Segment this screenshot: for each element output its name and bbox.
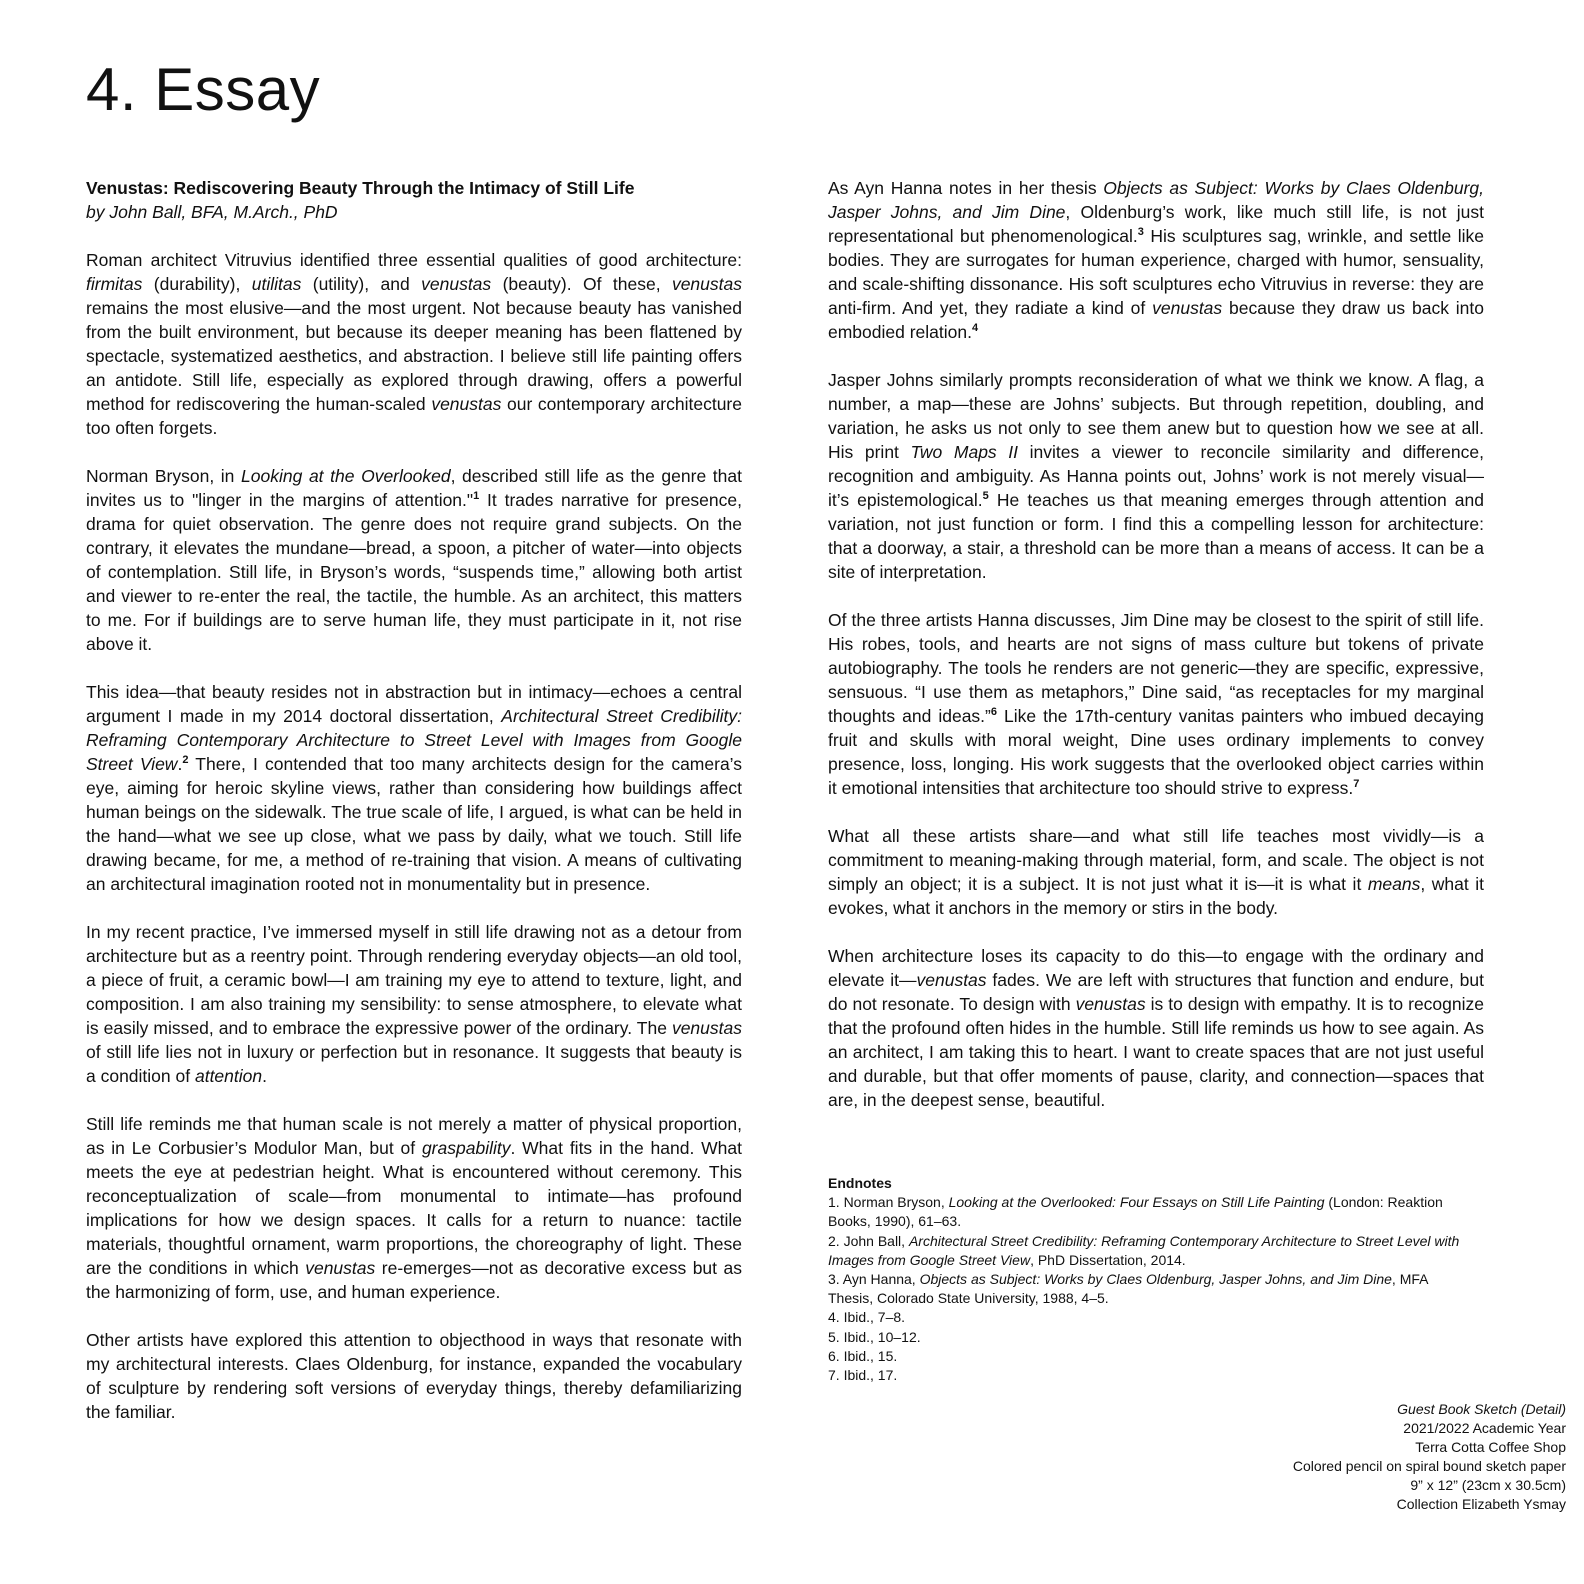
footnote-ref-2: 2	[182, 754, 189, 767]
endnotes-list	[828, 1193, 1468, 1385]
artwork-caption	[1293, 1400, 1566, 1514]
endnote-6: 6. Ibid., 15.	[828, 1347, 898, 1364]
essay-paragraph-6: Other artists have explored this attention to objecthood in ways that resonate with my architectural interests. Claes Oldenburg, for instance, expanded the vocabulary of sculpture by rendering soft versions of everyday things, thereby defamiliarizing the familiar.	[86, 1330, 742, 1422]
caption-year: 2021/2022 Academic Year	[1403, 1420, 1566, 1436]
endnotes	[828, 1174, 1468, 1385]
endnote-5: 5. Ibid., 10–12.	[828, 1328, 921, 1345]
footnote-ref-4: 4	[971, 322, 979, 335]
essay-right-column	[828, 176, 1484, 1136]
endnote-2: 2. John Ball, Architectural Street Credibility: Reframing Contemporary Architecture to Street Level with Images from Google Street View, PhD Dissertation, 2014.	[828, 1232, 1460, 1268]
caption-title: Guest Book Sketch (Detail)	[1397, 1401, 1566, 1417]
essay-paragraph-5: Still life reminds me that human scale is not merely a matter of physical proportion, as in Le Corbusier’s Modulor Man, but of graspability. What fits in the hand. What meets the eye at pedestrian height. What is encountered without ceremony. This reconceptualization of scale—from monumental to intimate—has profound implications for how we design spaces. It calls for a return to nuance: tactile materials, thoughtful ornament, warm proportions, the choreography of light. These are the conditions in which venustas re-emerges—not as decorative excess but as the harmonizing of form, use, and human experience.	[86, 1114, 743, 1302]
essay-paragraph-11: When architecture loses its capacity to do this—to engage with the ordinary and elevate it—venustas fades. We are left with structures that function and endure, but do not resonate. To design with venustas is to design with empathy. It is to recognize that the profound often hides in the humble. Still life reminds us how to see again. As an architect, I am taking this to heart. I want to create spaces that are not just useful and durable, but that offer moments of pause, clarity, and connection—spaces that are, in the deepest sense, beautiful.	[828, 946, 1484, 1110]
caption-size: 9” x 12” (23cm x 30.5cm)	[1410, 1477, 1566, 1493]
endnote-4: 4. Ibid., 7–8.	[828, 1309, 906, 1326]
essay-left-column	[86, 176, 742, 1448]
essay-paragraph-10: What all these artists share—and what still life teaches most vividly—is a commitment to meaning-making through material, form, and scale. The object is not simply an object; it is a subject. It is not just what it is—it is what it means, what it evokes, what it anchors in the memory or stirs in the body.	[828, 826, 1485, 918]
essay-paragraph-1: Roman architect Vitruvius identified three essential qualities of good architecture: firmitas (durability), utilitas (utility), and venustas (beauty). Of these, venustas remains the most elusive—and the most urgent. Not because beauty has vanished from the built environment, but because its deeper meaning has been flattened by spectacle, systematized aesthetics, and abstraction. I believe still life painting offers an antidote. Still life, especially as explored through drawing, offers a powerful method for rediscovering the human-scaled venustas our contemporary architecture too often forgets.	[86, 250, 742, 438]
essay-paragraph-8: Jasper Johns similarly prompts reconsideration of what we think we know. A flag, a number, a map—these are Johns’ subjects. But through repetition, doubling, and variation, he asks us not only to see them anew but to question how we see at all. His print Two Maps II invites a viewer to reconcile similarity and difference, recognition and ambiguity. As Hanna points out, Johns’ work is not merely visual—it’s epistemological.$^5$ He teaches us that meaning emerges through attention and variation, not just function or form. I find this a compelling lesson for architecture: that a doorway, a stair, a threshold can be more than a means of access. It can be a site of interpretation.	[828, 370, 1485, 582]
footnote-ref-1: 1	[473, 490, 480, 503]
essay-paragraph-9: Of the three artists Hanna discusses, Jim Dine may be closest to the spirit of still life. His robes, tools, and hearts are not signs of mass culture but tokens of private autobiography. The tools he renders are not generic—they are specific, expressive, sensuous. “I use them as metaphors,” Dine said, “as receptacles for my marginal thoughts and ideas.”$^6$ Like the 17th-century vanitas painters who imbued decaying fruit and skulls with moral weight, Dine uses ordinary implements to convey presence, loss, longing. His work suggests that the overlooked object carries within it emotional intensities that architecture too should strive to express.$^7$	[828, 610, 1484, 798]
essay-paragraph-3: This idea—that beauty resides not in abstraction but in intimacy—echoes a central argument I made in my 2014 doctoral dissertation, Architectural Street Credibility: Reframing Contemporary Architecture to Street Level with Images from Google Street View.$^2$ There, I contended that too many architects design for the camera’s eye, aiming for heroic skyline views, rather than considering how buildings affect human beings on the sidewalk. The true scale of life, I argued, is what can be held in the hand—what we see up close, what we pass by daily, what we touch. Still life drawing became, for me, a method of re-training that vision. A means of cultivating an architectural imagination rooted not in monumentality but in presence.	[86, 682, 742, 894]
essay-paragraph-2: Norman Bryson, in Looking at the Overlooked, described still life as the genre that invites us to "linger in the margins of attention."$^1$ It trades narrative for presence, drama for quiet observation. The genre does not require grand subjects. On the contrary, it elevates the mundane—bread, a spoon, a pitcher of water—into objects of contemplation. Still life, in Bryson’s words, “suspends time,” allowing both artist and viewer to re-enter the real, the tactile, the humble. As an architect, this matters to me. For if buildings are to serve human life, they must participate in it, not rise above it.	[86, 466, 742, 654]
essay-paragraph-7: As Ayn Hanna notes in her thesis Objects as Subject: Works by Claes Oldenburg, Jasper Johns, and Jim Dine, Oldenburg’s work, like much still life, is not just representational but phenomenological.$^3$ His sculptures sag, wrinkle, and settle like bodies. They are surrogates for human experience, charged with humor, sensuality, and scale-shifting dissonance. His soft sculptures echo Vitruvius in reverse: they are anti-firm. And yet, they radiate a kind of venustas because they draw us back into embodied relation.$^4$	[828, 178, 1485, 342]
footnote-ref-6: 6	[990, 706, 997, 719]
caption-venue: Terra Cotta Coffee Shop	[1415, 1439, 1566, 1455]
endnote-7: 7. Ibid., 17.	[828, 1367, 898, 1384]
footnote-ref-3: 3	[1137, 226, 1144, 239]
footnote-ref-7: 7	[1353, 778, 1360, 791]
caption-medium: Colored pencil on spiral bound sketch paper	[1292, 1458, 1566, 1474]
essay-paragraph-4: In my recent practice, I’ve immersed myself in still life drawing not as a detour from architecture but as a reentry point. Through rendering everyday objects—an old tool, a piece of fruit, a ceramic bowl—I am training my eye to attend to texture, light, and composition. I am also training my sensibility: to sense atmosphere, to elevate what is easily missed, and to embrace the expressive power of the ordinary. The venustas of still life lies not in luxury or perfection but in resonance. It suggests that beauty is a condition of attention.	[86, 922, 742, 1086]
essay-title: Venustas: Rediscovering Beauty Through the Intimacy of Still Life	[86, 178, 635, 198]
page-title: 4. Essay	[86, 56, 321, 123]
endnotes-heading: Endnotes	[828, 1175, 892, 1191]
endnote-3: 3. Ayn Hanna, Objects as Subject: Works by Claes Oldenburg, Jasper Johns, and Jim Dine, MFA Thesis, Colorado State University, 1988, 4–5.	[828, 1271, 1428, 1307]
essay-byline: by John Ball, BFA, M.Arch., PhD	[86, 202, 338, 222]
caption-collection: Collection Elizabeth Ysmay	[1396, 1496, 1566, 1512]
endnote-1: 1. Norman Bryson, Looking at the Overlooked: Four Essays on Still Life Painting (London: Reaktion Books, 1990), 61–63.	[828, 1194, 1443, 1230]
footnote-ref-5: 5	[982, 490, 989, 503]
